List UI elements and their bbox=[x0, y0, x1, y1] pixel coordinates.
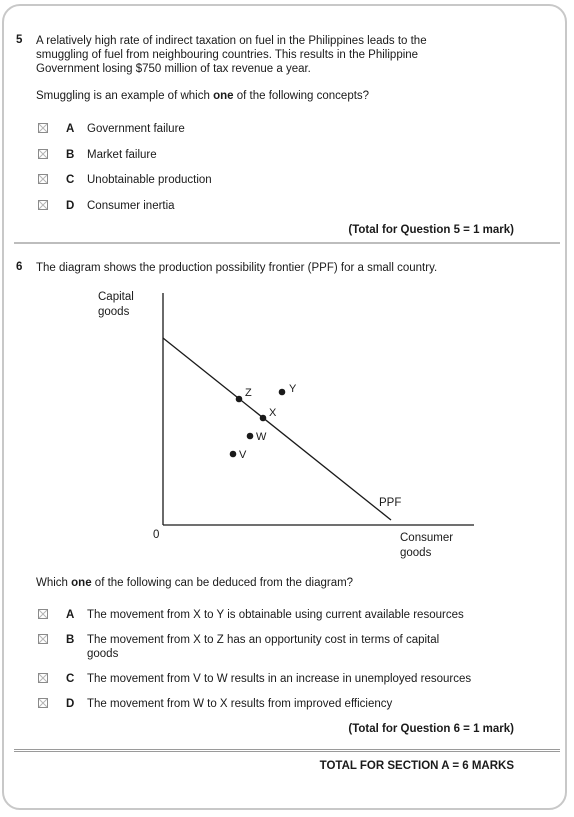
section-divider bbox=[14, 749, 560, 754]
option-letter: B bbox=[66, 634, 75, 646]
point-y-dot bbox=[279, 389, 286, 396]
question-divider bbox=[14, 242, 560, 244]
y-axis-label-line-2: goods bbox=[98, 306, 130, 318]
answer-checkbox[interactable] bbox=[38, 673, 48, 683]
answer-checkbox[interactable] bbox=[38, 149, 48, 159]
option-text: Market failure bbox=[87, 149, 157, 161]
question-5-stem-line-2: smuggling of fuel from neighbouring countries. This results in the Philippine bbox=[36, 49, 419, 61]
x-axis-label-line-2: goods bbox=[400, 547, 432, 559]
question-6-intro: The diagram shows the production possibility frontier (PPF) for a small country. bbox=[36, 262, 438, 274]
option-letter: C bbox=[66, 673, 75, 685]
option-letter: D bbox=[66, 200, 75, 212]
answer-checkbox[interactable] bbox=[38, 123, 48, 133]
question-6-number: 6 bbox=[16, 261, 23, 273]
option-letter: A bbox=[66, 123, 75, 135]
point-z-dot bbox=[236, 396, 243, 403]
option-text-line-1: The movement from X to Z has an opportunity cost in terms of capital bbox=[87, 634, 440, 646]
question-5-prompt: Smuggling is an example of which one of the following concepts? bbox=[36, 90, 370, 102]
option-text: The movement from X to Y is obtainable using current available resources bbox=[87, 609, 464, 621]
answer-checkbox[interactable] bbox=[38, 174, 48, 184]
question-6-prompt: Which one of the following can be deduced from the diagram? bbox=[36, 577, 354, 589]
question-5-stem-line-3: Government losing $750 million of tax revenue a year. bbox=[36, 63, 311, 75]
point-y-label: Y bbox=[289, 383, 297, 395]
question-6-total: (Total for Question 6 = 1 mark) bbox=[348, 723, 514, 735]
option-letter: B bbox=[66, 149, 75, 161]
answer-checkbox[interactable] bbox=[38, 698, 48, 708]
option-text: Unobtainable production bbox=[87, 174, 212, 186]
option-text: The movement from W to X results from improved efficiency bbox=[87, 698, 393, 710]
y-axis-label-line-1: Capital bbox=[98, 291, 134, 303]
ppf-line bbox=[163, 338, 391, 520]
option-letter: C bbox=[66, 174, 75, 186]
ppf-diagram bbox=[90, 285, 490, 575]
option-text: Government failure bbox=[87, 123, 185, 135]
option-letter: D bbox=[66, 698, 75, 710]
answer-checkbox[interactable] bbox=[38, 200, 48, 210]
option-text: The movement from V to W results in an increase in unemployed resources bbox=[87, 673, 472, 685]
point-x-label: X bbox=[269, 407, 277, 419]
answer-checkbox[interactable] bbox=[38, 609, 48, 619]
question-5-stem-line-1: A relatively high rate of indirect taxation on fuel in the Philippines leads to the bbox=[36, 35, 427, 47]
question-5-total: (Total for Question 5 = 1 mark) bbox=[348, 224, 514, 236]
point-x-dot bbox=[260, 415, 267, 422]
point-v-label: V bbox=[239, 449, 247, 461]
point-w-dot bbox=[247, 433, 254, 440]
question-5-stem bbox=[36, 34, 516, 76]
option-text bbox=[87, 633, 507, 661]
option-letter: A bbox=[66, 609, 75, 621]
point-v-dot bbox=[230, 451, 237, 458]
point-w-label: W bbox=[256, 431, 267, 443]
x-axis-label-line-1: Consumer bbox=[400, 532, 454, 544]
answer-checkbox[interactable] bbox=[38, 634, 48, 644]
point-z-label: Z bbox=[245, 387, 252, 399]
origin-label: 0 bbox=[153, 529, 160, 541]
option-text-line-2: goods bbox=[87, 648, 119, 660]
section-a-total: TOTAL FOR SECTION A = 6 MARKS bbox=[319, 760, 514, 772]
question-5-number: 5 bbox=[16, 34, 23, 46]
ppf-label: PPF bbox=[379, 497, 402, 509]
option-text: Consumer inertia bbox=[87, 200, 175, 212]
